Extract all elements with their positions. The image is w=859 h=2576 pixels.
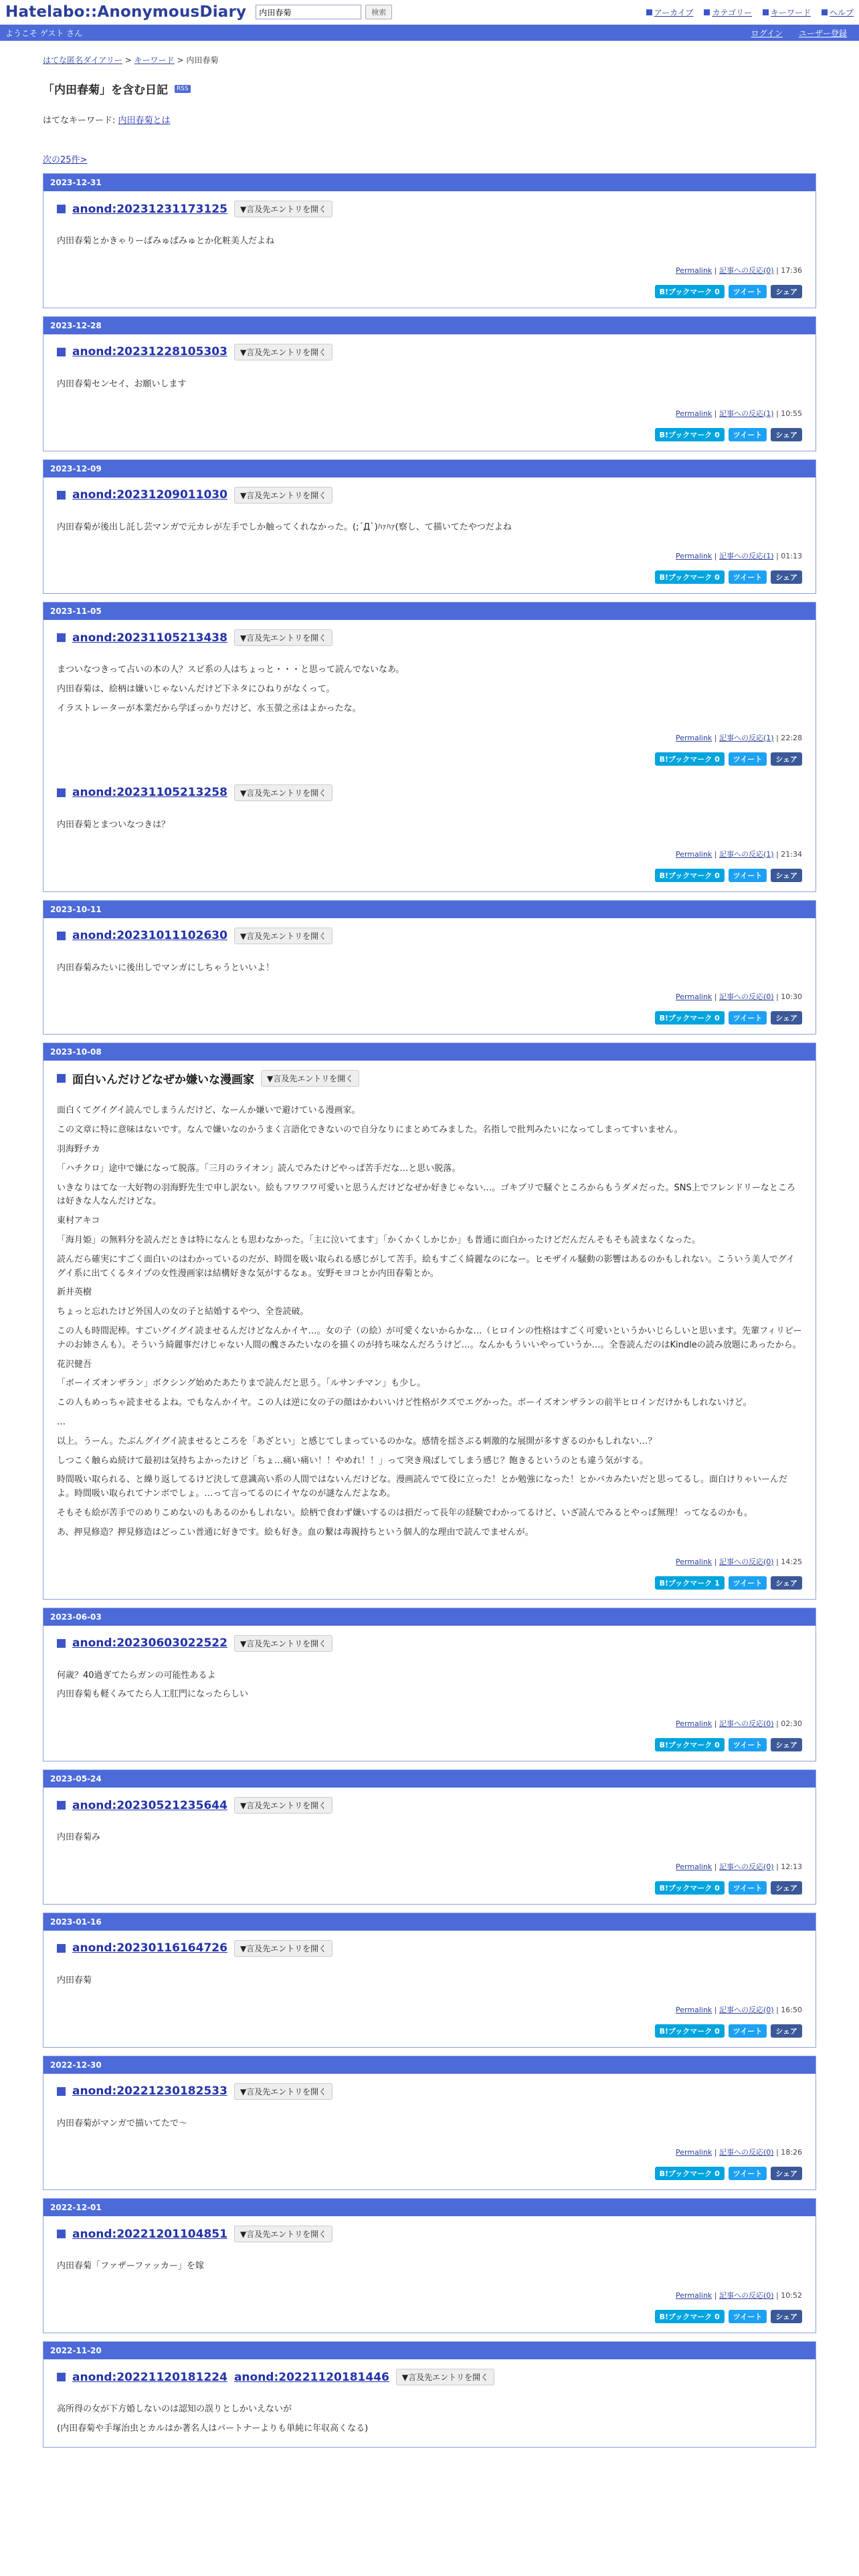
open-mention-button[interactable]: ▼言及先エントリを開く (234, 487, 332, 504)
hatena-bookmark-button[interactable]: B!ブックマーク 0 (655, 2167, 725, 2180)
day-block (43, 1913, 816, 2048)
entry-title-row (57, 1635, 802, 1652)
entry-paragraph: (内田春菊や手塚治虫とカルはか著名人はパートナーよりも単純に年収高くなる) (57, 2424, 369, 2434)
share-row (57, 285, 802, 298)
entry-body (57, 2403, 802, 2436)
entry-square-icon (57, 633, 66, 642)
permalink-link[interactable]: Permalink (676, 552, 712, 561)
responses-link[interactable]: 記事への反応(1) (719, 733, 774, 742)
entry-footer: Permalink | 記事への反応(0) | 16:50 (676, 2005, 802, 2014)
tweet-button[interactable]: ツイート (729, 570, 767, 584)
entry-title-link[interactable]: anond:20231105213258 (72, 786, 227, 800)
entry-title-row (57, 784, 802, 801)
permalink-link[interactable]: Permalink (676, 1862, 712, 1871)
entry-body (57, 2260, 802, 2274)
entry-paragraph: 高所得の女が下方婚しないのは認知の誤りとしかいえないが (57, 2404, 292, 2415)
facebook-share-button[interactable]: シェア (771, 1576, 802, 1590)
entry-time: 22:28 (781, 733, 802, 742)
day-block (43, 1608, 816, 1762)
day-block (43, 2198, 816, 2333)
entry-body (57, 1104, 802, 1539)
tweet-button[interactable]: ツイート (729, 869, 767, 882)
day-date[interactable]: 2022-11-20 (43, 2342, 816, 2359)
entry-time: 14:25 (781, 1557, 802, 1566)
day-date[interactable]: 2023-12-09 (43, 460, 816, 477)
responses-link[interactable]: 記事への反応(0) (719, 1719, 774, 1729)
tweet-button[interactable]: ツイート (729, 2167, 767, 2180)
welcome-text: ようこそ ゲスト さん (5, 28, 83, 38)
entry-paragraph: ちょっと忘れたけど外国人の女の子と結婚するやつ、全巻読破。 (57, 1307, 309, 1317)
top-header (0, 0, 859, 25)
entry-time: 02:30 (781, 1719, 802, 1729)
permalink-link[interactable]: Permalink (676, 2005, 712, 2014)
nav-category[interactable]: カテゴリー (704, 7, 752, 18)
login-link[interactable]: ログイン (751, 28, 783, 38)
facebook-share-button[interactable]: シェア (771, 2167, 802, 2180)
facebook-share-button[interactable]: シェア (771, 1738, 802, 1751)
nav-bullet-icon (646, 9, 652, 15)
entry-time: 18:26 (781, 2148, 802, 2157)
entry-paragraph: まついなつきって占いの本の人？スピ系の人はちょっと・・・と思って読んでないなあ。 (57, 665, 405, 675)
diary-entry (43, 334, 816, 451)
hatena-bookmark-button[interactable]: B!ブックマーク 0 (655, 2024, 725, 2038)
nav-keyword[interactable]: キーワード (763, 7, 811, 18)
nav-bullet-icon (704, 9, 710, 15)
share-row (57, 428, 802, 441)
entry-time: 12:13 (781, 1862, 802, 1871)
share-row (57, 752, 802, 766)
entry-body (57, 962, 802, 976)
entry-paragraph: 花沢健吾 (57, 1359, 92, 1370)
diary-entry (43, 1626, 816, 1761)
entry-time: 10:55 (781, 409, 802, 418)
facebook-share-button[interactable]: シェア (771, 869, 802, 882)
tweet-button[interactable]: ツイート (729, 285, 767, 298)
entry-title-link[interactable]: anond:20231231173125 (72, 202, 227, 216)
tweet-button[interactable]: ツイート (729, 1881, 767, 1895)
permalink-link[interactable]: Permalink (676, 409, 712, 418)
entry-paragraph: 「海月姫」の無料分を読んだときは特になんとも思わなかった。「主に泣いてます」「かくかくしかじか」も普通に面白かったけどだんだんそもそも読まなくなった。 (57, 1235, 701, 1245)
entry-square-icon (57, 2230, 66, 2238)
entry-paragraph: 「ハチクロ」途中で嫌になって脱落。「三月のライオン」読んでみたけどやっぱ苦手だな…と思い脱落。 (57, 1163, 461, 1174)
responses-link[interactable]: 記事への反応(0) (719, 2005, 774, 2014)
responses-link[interactable]: 記事への反応(0) (719, 992, 774, 1002)
day-block (43, 1769, 816, 1905)
rss-icon[interactable]: RSS (175, 85, 191, 93)
responses-link[interactable]: 記事への反応(0) (719, 2148, 774, 2157)
entry-paragraph: 内田春菊 (57, 1975, 92, 1985)
entry-footer: Permalink | 記事への反応(1) | 01:13 (676, 552, 802, 561)
day-block (43, 1043, 816, 1599)
page-title: 「内田春菊」を含む日記 RSS (43, 80, 816, 97)
entry-square-icon (57, 1801, 66, 1810)
facebook-share-button[interactable]: シェア (771, 2024, 802, 2038)
diary-entry (43, 1061, 816, 1598)
nav-archive[interactable]: アーカイブ (646, 7, 694, 18)
share-row (57, 2024, 802, 2038)
entry-paragraph: 「ボーイズオンザラン」ボクシング始めたあたりまで読んだと思う。「ルサンチマン」も少し。 (57, 1378, 426, 1389)
tweet-button[interactable]: ツイート (729, 428, 767, 441)
share-row (57, 869, 802, 882)
entry-title-row (57, 629, 802, 646)
entry-square-icon (57, 491, 66, 500)
entry-body (57, 2117, 802, 2131)
register-link[interactable]: ユーザー登録 (798, 28, 847, 38)
entry-title-row (57, 344, 802, 360)
entry-square-icon (57, 1639, 66, 1648)
diary-entry (43, 620, 816, 774)
entry-paragraph: あ、押見修造？押見修造はどっこい普通に好きです。絵も好き。血の繋は毒親持ちという個人的な理由で読んでませんが。 (57, 1527, 534, 1537)
entry-footer: Permalink | 記事への反応(1) | 21:34 (676, 849, 802, 859)
entry-paragraph: しつこく触らぬ続けて最初は気持ちよかったけど「ちょ…痛い痛い！！やめれ！！」って突き飛ばしてしまう感じ？飽きるというのとも違う気がする。 (57, 1455, 649, 1466)
entry-paragraph: 内田春菊も軽くみてたら人工肛門になったらしい (57, 1689, 249, 1700)
day-date[interactable]: 2023-06-03 (43, 1608, 816, 1626)
day-date[interactable]: 2023-05-24 (43, 1770, 816, 1788)
day-block (43, 173, 816, 308)
facebook-share-button[interactable]: シェア (771, 428, 802, 441)
site-logo[interactable]: Hatelabo::AnonymousDiary (5, 3, 247, 21)
entry-paragraph: 内田春菊「ファザーファッカー」を嫁 (57, 2261, 204, 2272)
entry-title-link[interactable]: 面白いんだけどなぜか嫌いな漫画家 (72, 1073, 254, 1087)
share-row (57, 570, 802, 584)
open-mention-button[interactable]: ▼言及先エントリを開く (234, 201, 332, 217)
tweet-button[interactable]: ツイート (729, 1738, 767, 1751)
share-row (57, 1738, 802, 1751)
entry-square-icon (57, 1074, 66, 1083)
entry-paragraph: この文章に特に意味はないです。なんで嫌いなのかうまく言語化できないので自分なりにまとめてみました。名指しで批判みたいになってしまってすいません。 (57, 1125, 683, 1136)
day-date[interactable]: 2022-12-30 (43, 2056, 816, 2074)
entry-footer: Permalink | 記事への反応(1) | 22:28 (676, 733, 802, 742)
responses-link[interactable]: 記事への反応(1) (719, 409, 774, 418)
facebook-share-button[interactable]: シェア (771, 570, 802, 584)
day-block (43, 602, 816, 891)
entry-title-link[interactable]: anond:20231228105303 (72, 345, 227, 359)
diary-entry (43, 191, 816, 308)
share-row (57, 1576, 802, 1590)
entry-footer: Permalink | 記事への反応(0) | 02:30 (676, 1719, 802, 1729)
facebook-share-button[interactable]: シェア (771, 752, 802, 766)
share-row (57, 2310, 802, 2323)
entry-footer: Permalink | 記事への反応(0) | 10:52 (676, 2291, 802, 2300)
entry-paragraph: いきなりはてな一大好物の羽海野先生で申し訳ない。絵もフワフワ可愛いと思うんだけどなぜか好きじゃない…。ゴキブリで騒ぐところからもうダメだった。SNS上でフレンドリーなところは好きな人なんだけどな。 (57, 1182, 795, 1207)
hatena-bookmark-button[interactable]: B!ブックマーク 0 (655, 285, 725, 298)
entry-title-row (57, 1797, 802, 1814)
open-mention-button[interactable]: ▼言及先エントリを開く (261, 1070, 359, 1087)
entry-paragraph: … (57, 1416, 66, 1427)
permalink-link[interactable]: Permalink (676, 733, 712, 742)
search-button[interactable]: 検索 (365, 5, 392, 19)
tweet-button[interactable]: ツイート (729, 2310, 767, 2323)
entry-body (57, 235, 802, 249)
hatena-bookmark-button[interactable]: B!ブックマーク 0 (655, 869, 725, 882)
day-date[interactable]: 2023-10-08 (43, 1043, 816, 1061)
entry-title-row (57, 2369, 802, 2385)
diary-entry (43, 918, 816, 1035)
day-list (43, 173, 816, 2448)
entry-paragraph: 面白くてグイグイ読んでしまうんだけど、なーんか嫌いで避けている漫画家。 (57, 1105, 361, 1116)
facebook-share-button[interactable]: シェア (771, 285, 802, 298)
diary-entry (43, 1788, 816, 1904)
entry-title-row (57, 2226, 802, 2242)
entry-body (57, 819, 802, 833)
open-mention-button[interactable]: ▼言及先エントリを開く (234, 2083, 332, 2100)
entry-title-row (57, 201, 802, 217)
hatena-bookmark-button[interactable]: B!ブックマーク 0 (655, 1881, 725, 1895)
entry-paragraph: 内田春菊センセイ、お願いします (57, 379, 187, 389)
entry-paragraph: 内田春菊みたいに後出しでマンガにしちゃうといいよ！ (57, 962, 275, 973)
entry-time: 01:13 (781, 552, 802, 561)
entry-title-row (57, 2083, 802, 2100)
entry-footer: Permalink | 記事への反応(0) | 14:25 (676, 1557, 802, 1566)
open-mention-button[interactable]: ▼言及先エントリを開く (234, 1797, 332, 1814)
entry-title-row (57, 928, 802, 944)
open-mention-button[interactable]: ▼言及先エントリを開く (396, 2369, 494, 2385)
facebook-share-button[interactable]: シェア (771, 1881, 802, 1895)
open-mention-button[interactable]: ▼言及先エントリを開く (234, 1940, 332, 1957)
facebook-share-button[interactable]: シェア (771, 1011, 802, 1025)
entry-footer: Permalink | 記事への反応(1) | 10:55 (676, 409, 802, 418)
permalink-link[interactable]: Permalink (676, 992, 712, 1002)
entry-paragraph: 内田春菊が後出し託し芸マンガで元カレが左手でしか触ってくれなかった。(;´Д`)ﾊｧﾊｧ(察し、て描いてたやつだよね (57, 522, 512, 532)
open-mention-button[interactable]: ▼言及先エントリを開く (234, 784, 332, 801)
day-block (43, 2056, 816, 2191)
facebook-share-button[interactable]: シェア (771, 2310, 802, 2323)
permalink-link[interactable]: Permalink (676, 1557, 712, 1566)
breadcrumb-current: 内田春菊 (186, 56, 219, 65)
entry-title-link[interactable]: anond:20231011102630 (72, 929, 227, 943)
diary-entry (43, 2074, 816, 2190)
day-date[interactable]: 2023-12-28 (43, 317, 816, 334)
hatena-bookmark-button[interactable]: B!ブックマーク 0 (655, 428, 725, 441)
entry-paragraph: イラストレーターが本業だから学ぼっかりだけど、水玉螢之丞はよかったな。 (57, 703, 361, 714)
entry-title-link[interactable]: anond:20221230182533 (72, 2084, 227, 2099)
permalink-link[interactable]: Permalink (676, 265, 712, 275)
entry-title-link[interactable]: anond:20230116164726 (72, 1941, 227, 1955)
responses-link[interactable]: 記事への反応(1) (719, 552, 774, 561)
welcome-bar (0, 25, 859, 41)
keyword-line: はてなキーワード: 内田春菊とは (43, 116, 171, 126)
day-date[interactable]: 2022-12-01 (43, 2199, 816, 2216)
entry-body (57, 1831, 802, 1845)
entry-square-icon (57, 1944, 66, 1953)
nav-bullet-icon (822, 9, 828, 15)
diary-entry (43, 2359, 816, 2447)
hatena-bookmark-button[interactable]: B!ブックマーク 0 (655, 570, 725, 584)
breadcrumb-keyword[interactable]: キーワード (134, 56, 175, 65)
nav-bullet-icon (763, 9, 769, 15)
hatena-bookmark-button[interactable]: B!ブックマーク 1 (655, 1576, 725, 1590)
entry-paragraph: 何歳？40過ぎてたらガンの可能性あるよ (57, 1670, 216, 1681)
entry-title-link-secondary[interactable]: anond:20221120181446 (233, 2370, 389, 2384)
entry-time: 21:34 (781, 849, 802, 859)
diary-entry (43, 775, 816, 891)
entry-paragraph: この人も時間泥棒。すごいグイグイ読ませるんだけどなんかイヤ…。女の子（の絵）が可愛くないからかな…（ヒロインの性格はすごく可愛いというかいじらしいと思います。先輩フィリピーナのお姉さんも）。そういう綺麗事だけじゃない人間の醜さみたいなのを描くのが持ち味なんだろうけど…。なんかもういいやっていうか…。全巻読んだのはKindleの読み放題にあったから。 (57, 1325, 802, 1350)
day-date[interactable]: 2023-01-16 (43, 1913, 816, 1931)
open-mention-button[interactable]: ▼言及先エントリを開く (234, 344, 332, 360)
day-date[interactable]: 2023-11-05 (43, 603, 816, 620)
entry-paragraph: 内田春菊とかきゃりーぱみゅぱみゅとか化粧美人だよね (57, 236, 275, 246)
entry-square-icon (57, 205, 66, 213)
entry-time: 10:52 (781, 2291, 802, 2300)
entry-paragraph: 読んだら確実にすごく面白いのはわかっているのだが、時間を吸い取られる感じがして苦手。絵もすごく綺麗なのになー。ヒモザイル騒動の影響はあるのかもしれない。こういう美人でグイグイ系に出てくるタイプの女性漫画家は結構好きな気がするなぁ。安野モヨコとか内田春菊とか。 (57, 1254, 795, 1279)
entry-paragraph: 内田春菊がマンガで描いてたで〜 (57, 2118, 188, 2129)
permalink-link[interactable]: Permalink (676, 2148, 712, 2157)
entry-paragraph: この人もめっちゃ読ませるよね。でもなんかイヤ。この人は逆に女の子の顔はかわいいけど性格がクズでエグかった。ボーイズオンザランの前半ヒロインだけかもしれないけど。 (57, 1398, 752, 1408)
permalink-link[interactable]: Permalink (676, 1719, 712, 1729)
day-block (43, 459, 816, 595)
entry-title-link[interactable]: anond:20231105213438 (72, 631, 227, 645)
open-mention-button[interactable]: ▼言及先エントリを開く (234, 928, 332, 944)
entry-footer: Permalink | 記事への反応(0) | 17:36 (676, 265, 802, 275)
entry-title-link[interactable]: anond:20221201104851 (72, 2227, 227, 2241)
entry-square-icon (57, 788, 66, 797)
next-page-link[interactable]: 次の25件> (43, 155, 88, 165)
day-date[interactable]: 2023-12-31 (43, 174, 816, 191)
open-mention-button[interactable]: ▼言及先エントリを開く (234, 2226, 332, 2242)
entry-title-link[interactable]: anond:20221120181224 (72, 2370, 227, 2384)
hatena-bookmark-button[interactable]: B!ブックマーク 0 (655, 2310, 725, 2323)
hatena-bookmark-button[interactable]: B!ブックマーク 0 (655, 1738, 725, 1751)
diary-entry (43, 2216, 816, 2333)
share-row (57, 1881, 802, 1895)
entry-square-icon (57, 932, 66, 940)
open-mention-button[interactable]: ▼言及先エントリを開く (234, 1635, 332, 1652)
share-row (57, 2167, 802, 2180)
nav-help[interactable]: ヘルプ (822, 7, 854, 18)
entry-footer: Permalink | 記事への反応(0) | 10:30 (676, 992, 802, 1002)
entry-title-row (57, 487, 802, 504)
tweet-button[interactable]: ツイート (729, 2024, 767, 2038)
entry-body (57, 521, 802, 535)
hatena-bookmark-button[interactable]: B!ブックマーク 0 (655, 752, 725, 766)
entry-paragraph: 内田春菊は、絵柄は嫌いじゃないんだけど下ネタにひねりがなくって。 (57, 684, 335, 695)
entry-body (57, 1669, 802, 1703)
entry-paragraph: 東村アキコ (57, 1216, 100, 1226)
open-mention-button[interactable]: ▼言及先エントリを開く (234, 629, 332, 646)
entry-time: 16:50 (781, 2005, 802, 2014)
share-row (57, 1011, 802, 1025)
entry-square-icon (57, 2373, 66, 2381)
entry-title-link[interactable]: anond:20231209011030 (72, 488, 227, 502)
permalink-link[interactable]: Permalink (676, 2291, 712, 2300)
responses-link[interactable]: 記事への反応(1) (719, 849, 774, 859)
entry-square-icon (57, 348, 66, 356)
day-block (43, 316, 816, 451)
entry-body (57, 378, 802, 392)
hatena-bookmark-button[interactable]: B!ブックマーク 0 (655, 1011, 725, 1025)
entry-paragraph: 以上。うーん。たぶんグイグイ読ませるところを「あざとい」と感じてしまっているのかな。感情を揺さぶる刺激的な展開が多すぎるのかもしれない…？ (57, 1436, 657, 1446)
responses-link[interactable]: 記事への反応(0) (719, 2291, 774, 2300)
entry-time: 17:36 (781, 265, 802, 275)
entry-body (57, 663, 802, 716)
diary-entry (43, 1931, 816, 2047)
keyword-link[interactable]: 内田春菊とは (118, 116, 171, 126)
entry-paragraph: 時間吸い取られる、と繰り返してるけど決して意識高い系の人間ではないんだけどな。漫画読んでて役に立った！とか勉強になった！とかバカみたいだと思ってるし。面白けりゃいーんだよ。時間吸い取られてナンボでしょ。…って言ってるのにイヤなのが謎なんだよなあ。 (57, 1475, 788, 1499)
day-date[interactable]: 2023-10-11 (43, 901, 816, 918)
day-block (43, 900, 816, 1035)
tweet-button[interactable]: ツイート (729, 1011, 767, 1025)
breadcrumb-root[interactable]: はてな匿名ダイアリー (43, 56, 122, 65)
breadcrumb: はてな匿名ダイアリー > キーワード > 内田春菊 (43, 56, 219, 65)
entry-title-link[interactable]: anond:20230521235644 (72, 1798, 227, 1812)
entry-paragraph: そもそも絵が苦手でのめりこめないのもあるのかもしれない。絵柄で食わず嫌いするのは損だって長年の経験でわかってるけど、いざ読んでみるとやっぱ無理！ってなるのかも。 (57, 1507, 753, 1518)
main-content (0, 54, 859, 2448)
entry-footer: Permalink | 記事への反応(0) | 12:13 (676, 1862, 802, 1871)
tweet-button[interactable]: ツイート (729, 752, 767, 766)
day-block (43, 2341, 816, 2448)
entry-paragraph: 内田春菊み (57, 1832, 101, 1843)
permalink-link[interactable]: Permalink (676, 849, 712, 859)
entry-title-row (57, 1070, 802, 1087)
entry-body (57, 1974, 802, 1988)
tweet-button[interactable]: ツイート (729, 1576, 767, 1590)
responses-link[interactable]: 記事への反応(0) (719, 1557, 774, 1566)
entry-title-link[interactable]: anond:20230603022522 (72, 1636, 227, 1650)
entry-title-row (57, 1940, 802, 1957)
diary-entry (43, 477, 816, 594)
entry-square-icon (57, 2087, 66, 2096)
search-input[interactable] (256, 5, 361, 19)
entry-paragraph: 内田春菊とまついなつきは？ (57, 819, 171, 830)
responses-link[interactable]: 記事への反応(0) (719, 1862, 774, 1871)
entry-paragraph: 新井英樹 (57, 1287, 92, 1298)
top-nav (646, 7, 854, 18)
entry-footer: Permalink | 記事への反応(0) | 18:26 (676, 2148, 802, 2157)
responses-link[interactable]: 記事への反応(0) (719, 265, 774, 275)
entry-paragraph: 羽海野チカ (57, 1144, 100, 1154)
entry-time: 10:30 (781, 992, 802, 1002)
